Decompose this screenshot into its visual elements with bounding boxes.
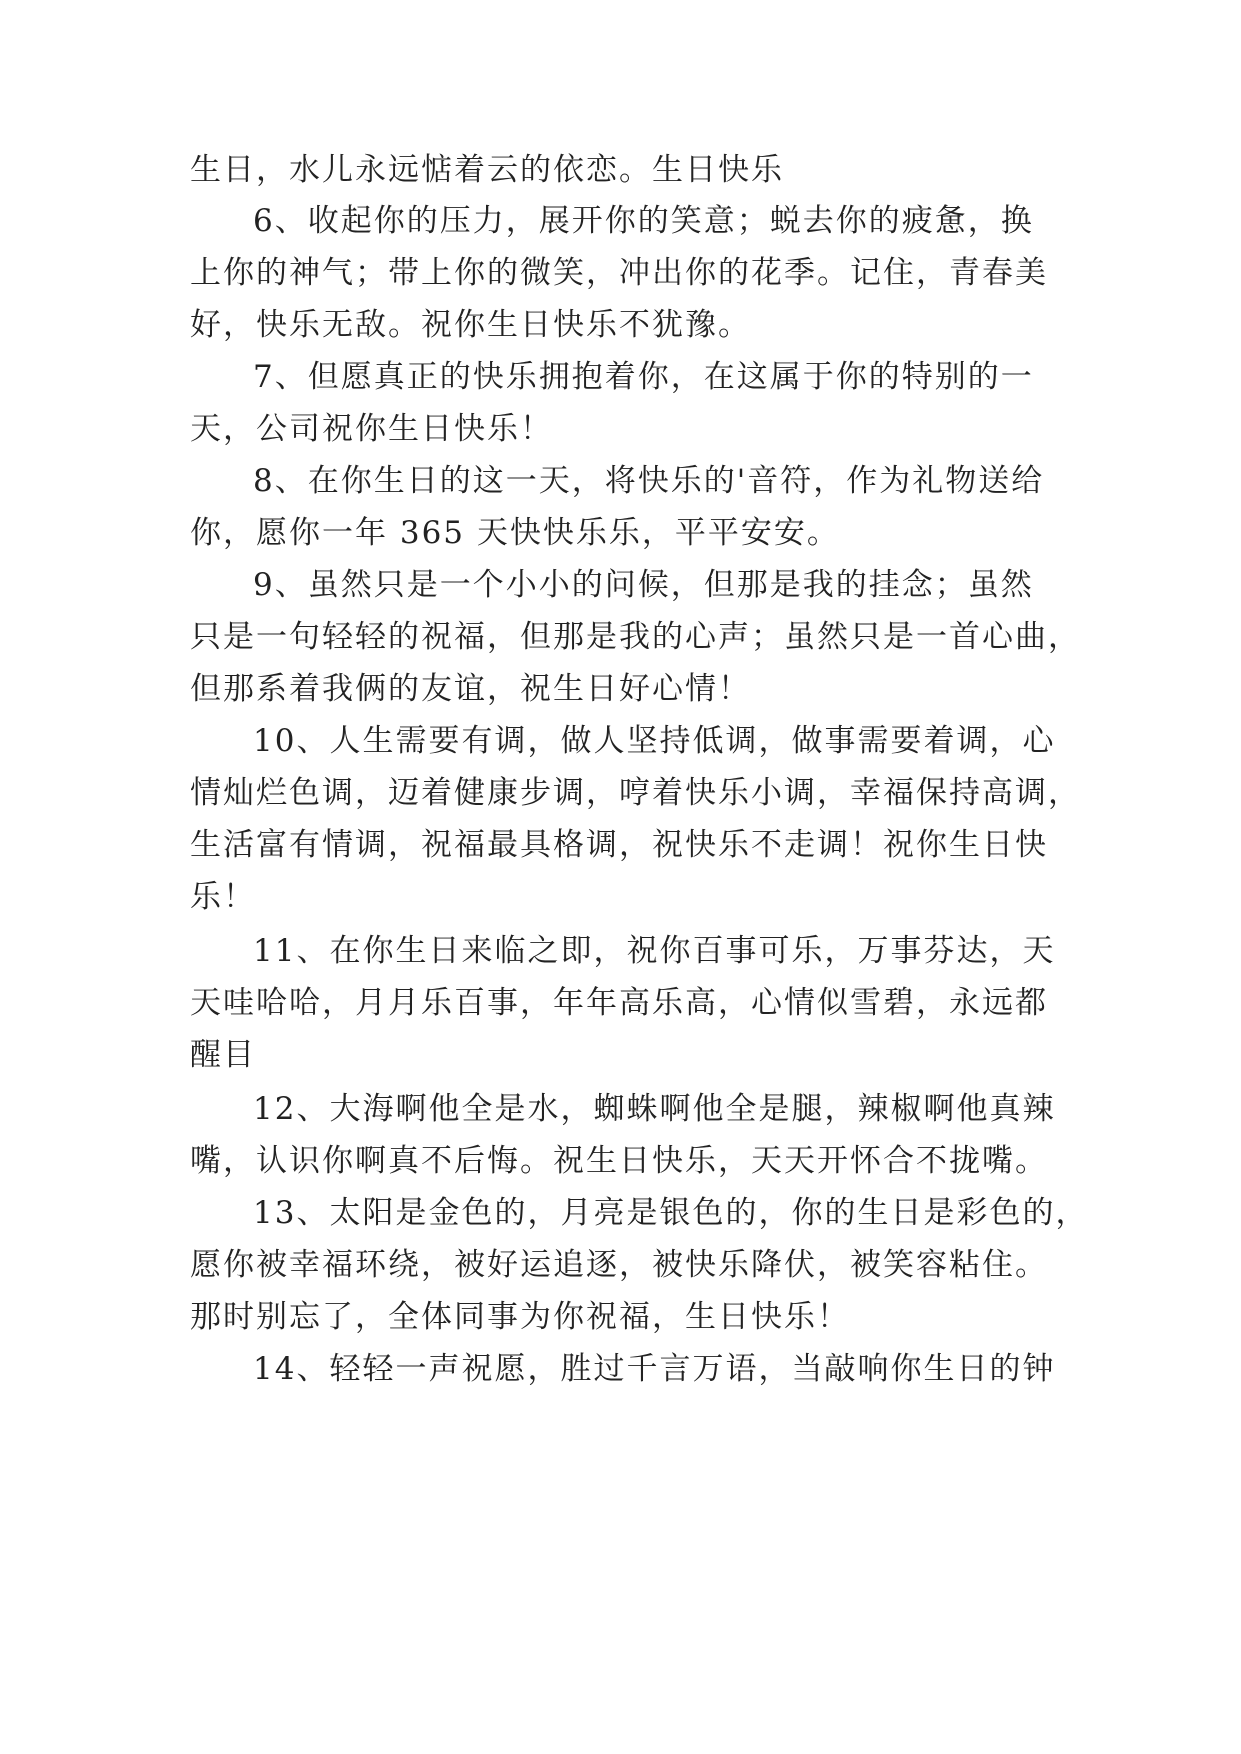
paragraph-9-line-1: 9、虽然只是一个小小的问候，但那是我的挂念；虽然 bbox=[253, 567, 1034, 603]
paragraph-6-line-1: 6、收起你的压力，展开你的笑意；蜕去你的疲惫，换 bbox=[253, 203, 1034, 239]
paragraph-9-line-2: 只是一句轻轻的祝福，但那是我的心声；虽然只是一首心曲， bbox=[190, 619, 1081, 655]
paragraph-13-line-1: 13、太阳是金色的，月亮是银色的，你的生日是彩色的， bbox=[253, 1195, 1089, 1231]
paragraph-12-line-1: 12、大海啊他全是水，蜘蛛啊他全是腿，辣椒啊他真辣 bbox=[253, 1091, 1056, 1127]
paragraph-11-line-1: 11、在你生日来临之即，祝你百事可乐，万事芬达，天 bbox=[253, 933, 1056, 969]
paragraph-9-line-3: 但那系着我俩的友谊，祝生日好心情！ bbox=[190, 671, 751, 707]
paragraph-6-line-3: 好，快乐无敌。祝你生日快乐不犹豫。 bbox=[190, 307, 751, 343]
paragraph-8-line-1: 8、在你生日的这一天，将快乐的'音符，作为礼物送给 bbox=[253, 463, 1045, 499]
paragraph-13-line-2: 愿你被幸福环绕，被好运追逐，被快乐降伏，被笑容粘住。 bbox=[190, 1247, 1048, 1283]
paragraph-7-line-2: 天，公司祝你生日快乐！ bbox=[190, 411, 553, 447]
paragraph-10-line-1: 10、人生需要有调，做人坚持低调，做事需要着调，心 bbox=[253, 723, 1056, 759]
paragraph-8-line-2: 你，愿你一年 365 天快快乐乐，平平安安。 bbox=[190, 515, 840, 551]
paragraph-10-line-2: 情灿烂色调，迈着健康步调，哼着快乐小调，幸福保持高调， bbox=[190, 775, 1081, 811]
text-line-1: 生日，水儿永远惦着云的依恋。生日快乐 bbox=[190, 152, 784, 188]
paragraph-10-line-4: 乐！ bbox=[190, 879, 256, 915]
paragraph-7-line-1: 7、但愿真正的快乐拥抱着你，在这属于你的特别的一 bbox=[253, 359, 1034, 395]
paragraph-11-line-2: 天哇哈哈，月月乐百事，年年高乐高，心情似雪碧，永远都 bbox=[190, 985, 1048, 1021]
paragraph-12-line-2: 嘴，认识你啊真不后悔。祝生日快乐，天天开怀合不拢嘴。 bbox=[190, 1143, 1048, 1179]
paragraph-11-line-3: 醒目 bbox=[190, 1037, 256, 1073]
paragraph-6-line-2: 上你的神气；带上你的微笑，冲出你的花季。记住，青春美 bbox=[190, 255, 1048, 291]
paragraph-14-line-1: 14、轻轻一声祝愿，胜过千言万语，当敲响你生日的钟 bbox=[253, 1351, 1056, 1387]
paragraph-13-line-3: 那时别忘了，全体同事为你祝福，生日快乐！ bbox=[190, 1299, 850, 1335]
paragraph-10-line-3: 生活富有情调，祝福最具格调，祝快乐不走调！祝你生日快 bbox=[190, 827, 1048, 863]
